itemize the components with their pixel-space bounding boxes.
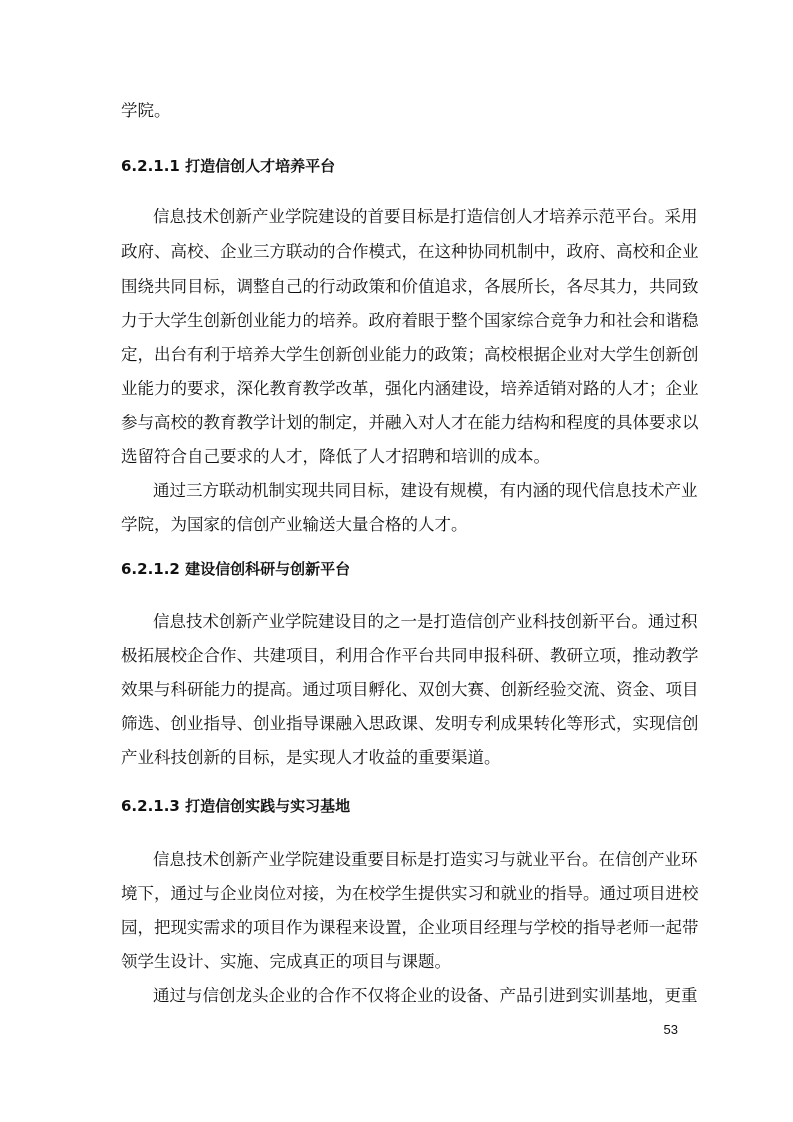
text-line: 选留符合自己要求的人才，降低了人才招聘和培训的成本。 [121, 447, 550, 466]
text-line: 境下，通过与企业岗位对接，为在校学生提供实习和就业的指导。通过项目进校 [121, 884, 699, 903]
text-line: 政府、高校、企业三方联动的合作模式，在这种协同机制中，政府、高校和企业 [121, 242, 699, 261]
text-line: 信息技术创新产业学院建设目的之一是打造信创产业科技创新平台。通过积 [153, 612, 698, 631]
section-heading-6-2-1-2: 6.2.1.2 建设信创科研与创新平台 [121, 560, 351, 578]
text-line: 信息技术创新产业学院建设重要目标是打造实习与就业平台。在信创产业环 [153, 850, 698, 869]
text-line: 力于大学生创新创业能力的培养。政府着眼于整个国家综合竞争力和社会和谐稳 [121, 311, 699, 330]
text-line: 产业科技创新的目标，是实现人才收益的重要渠道。 [121, 748, 501, 767]
text-line: 通过三方联动机制实现共同目标，建设有规模，有内涵的现代信息技术产业 [153, 481, 698, 500]
text-line: 学院，为国家的信创产业输送大量合格的人才。 [121, 515, 468, 534]
text-line: 园，把现实需求的项目作为课程来设置，企业项目经理与学校的指导老师一起带 [121, 918, 699, 937]
text-line: 围绕共同目标，调整自己的行动政策和价值追求，各展所长，各尽其力，共同致 [121, 277, 699, 296]
intro-tail: 学院。 [121, 101, 171, 120]
page-number: 53 [663, 1022, 678, 1037]
text-line: 信息技术创新产业学院建设的首要目标是打造信创人才培养示范平台。采用 [153, 207, 698, 226]
section-heading-6-2-1-1: 6.2.1.1 打造信创人才培养平台 [121, 157, 336, 175]
section-heading-6-2-1-3: 6.2.1.3 打造信创实践与实习基地 [121, 797, 351, 815]
text-line: 筛选、创业指导、创业指导课融入思政课、发明专利成果转化等形式，实现信创 [121, 714, 699, 733]
text-line: 通过与信创龙头企业的合作不仅将企业的设备、产品引进到实训基地，更重 [153, 986, 698, 1005]
text-line: 参与高校的教育教学计划的制定，并融入对人才在能力结构和程度的具体要求以 [121, 413, 699, 432]
text-line: 定，出台有利于培养大学生创新创业能力的政策；高校根据企业对大学生创新创 [121, 345, 699, 364]
text-line: 效果与科研能力的提高。通过项目孵化、双创大赛、创新经验交流、资金、项目 [121, 680, 699, 699]
text-line: 极拓展校企合作、共建项目，利用合作平台共同申报科研、教研立项，推动教学 [121, 646, 699, 665]
text-line: 业能力的要求，深化教育教学改革，强化内涵建设，培养适销对路的人才；企业 [121, 379, 699, 398]
text-line: 领学生设计、实施、完成真正的项目与课题。 [121, 952, 451, 971]
